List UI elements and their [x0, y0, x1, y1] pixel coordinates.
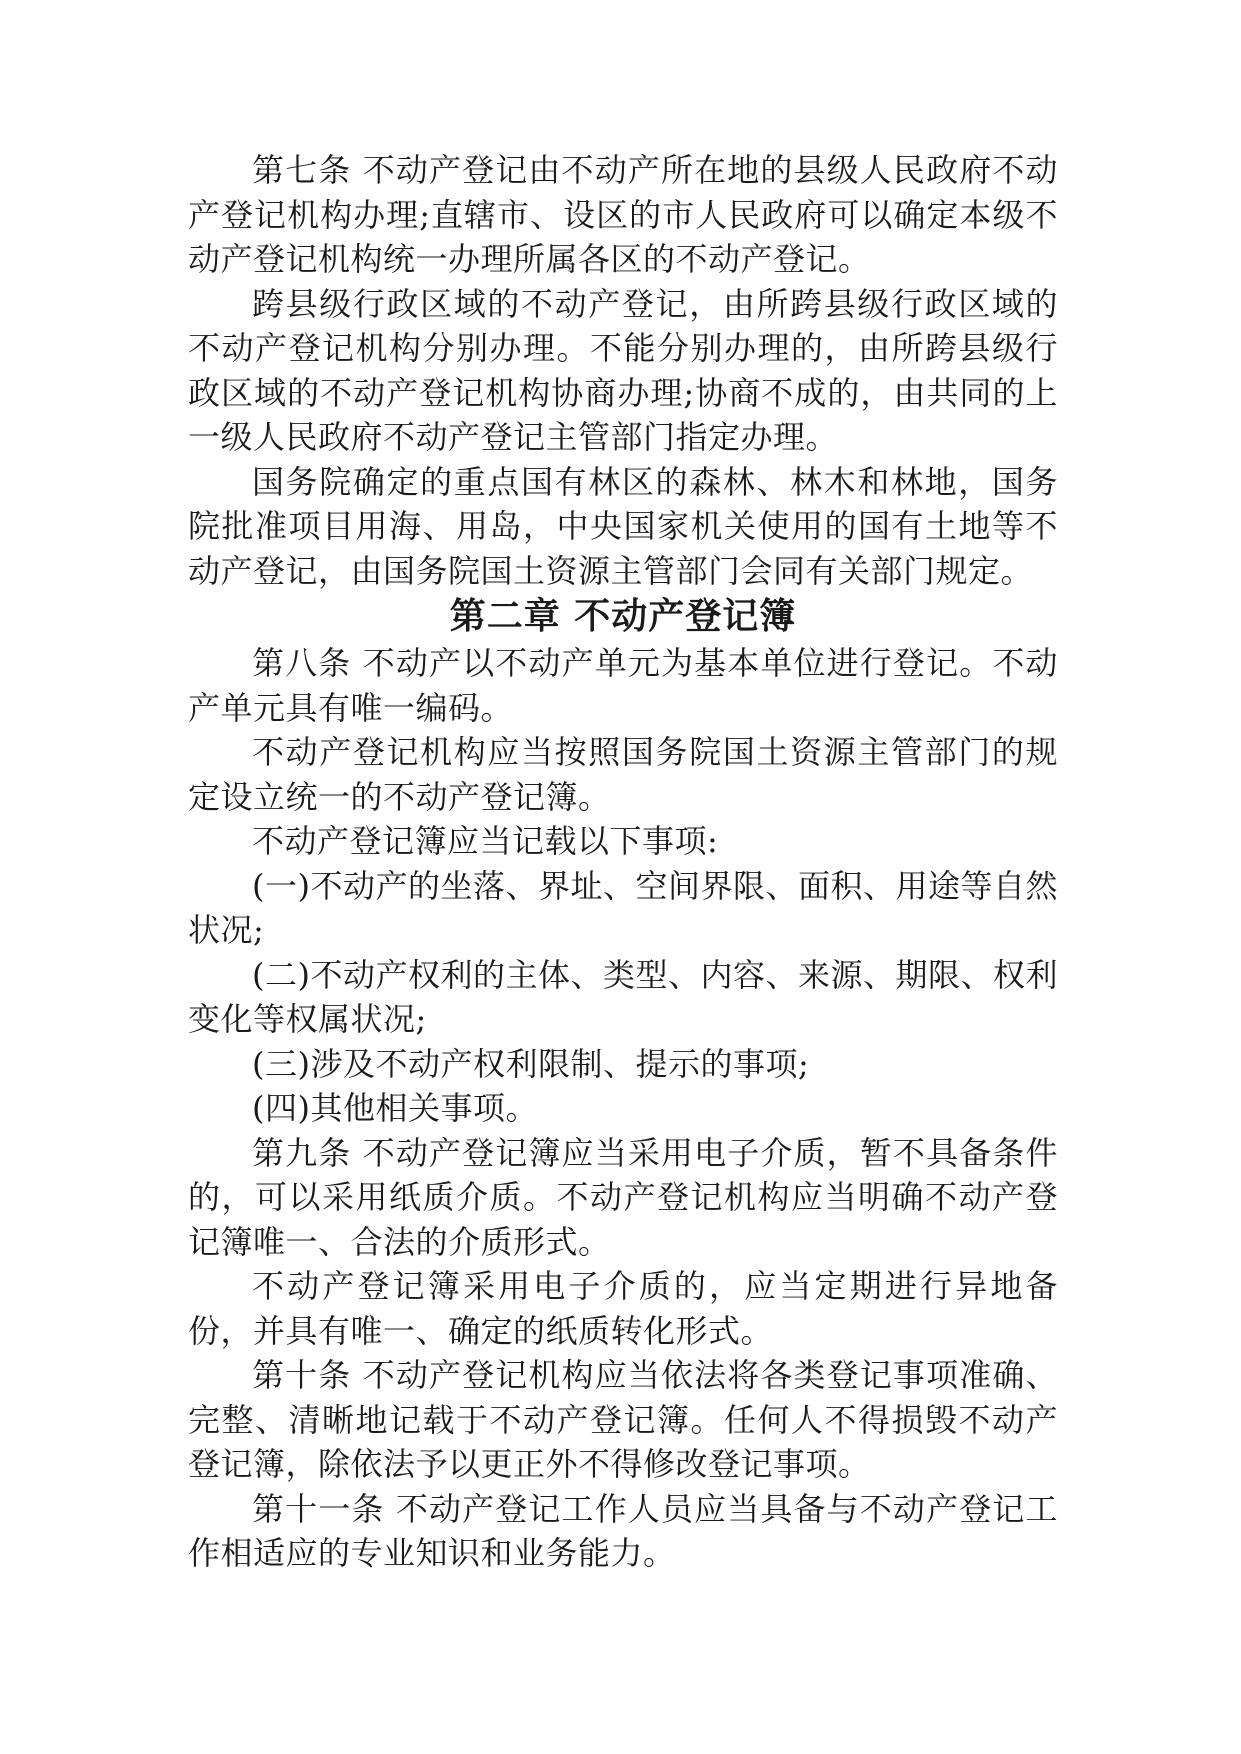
article-7-state-council-paragraph: 国务院确定的重点国有林区的森林、林木和林地，国务院批准项目用海、用岛，中央国家机关使用的国有土地等不动产登记，由国务院国土资源主管部门会同有关部门规定。 [188, 462, 1058, 590]
article-7-cross-county-paragraph: 跨县级行政区域的不动产登记，由所跨县级行政区域的不动产登记机构分别办理。不能分别办理的，由所跨县级行政区域的不动产登记机构协商办理;协商不成的，由共同的上一级人民政府不动产登记主管部门指定办理。 [188, 284, 1058, 456]
article-8-register-paragraph: 不动产登记机构应当按照国务院国土资源主管部门的规定设立统一的不动产登记簿。 [188, 733, 1058, 816]
article-9-backup-paragraph: 不动产登记簿采用电子介质的，应当定期进行异地备份，并具有唯一、确定的纸质转化形式。 [188, 1267, 1058, 1350]
article-9-paragraph: 第九条 不动产登记簿应当采用电子介质，暂不具备条件的，可以采用纸质介质。不动产登记机构应当明确不动产登记簿唯一、合法的介质形式。 [188, 1133, 1058, 1261]
list-item-3: (三)涉及不动产权利限制、提示的事项; [252, 1044, 810, 1083]
document-page [188, 148, 1058, 1576]
list-item-4: (四)其他相关事项。 [252, 1089, 538, 1127]
list-item-1: (一)不动产的坐落、界址、空间界限、面积、用途等自然状况; [188, 866, 1058, 949]
article-8-items-intro: 不动产登记簿应当记载以下事项: [252, 822, 719, 860]
chapter-title: 第二章 不动产登记簿 [449, 596, 797, 637]
article-7-paragraph: 第七条 不动产登记由不动产所在地的县级人民政府不动产登记机构办理;直辖市、设区的市人民政府可以确定本级不动产登记机构统一办理所属各区的不动产登记。 [188, 151, 1058, 278]
article-11-paragraph: 第十一条 不动产登记工作人员应当具备与不动产登记工作相适应的专业知识和业务能力。 [188, 1489, 1058, 1572]
article-10-paragraph: 第十条 不动产登记机构应当依法将各类登记事项准确、完整、清晰地记载于不动产登记簿。任何人不得损毁不动产登记簿，除依法予以更正外不得修改登记事项。 [188, 1356, 1058, 1483]
article-8-paragraph: 第八条 不动产以不动产单元为基本单位进行登记。不动产单元具有唯一编码。 [188, 644, 1058, 727]
list-item-2: (二)不动产权利的主体、类型、内容、来源、期限、权利变化等权属状况; [188, 955, 1058, 1038]
